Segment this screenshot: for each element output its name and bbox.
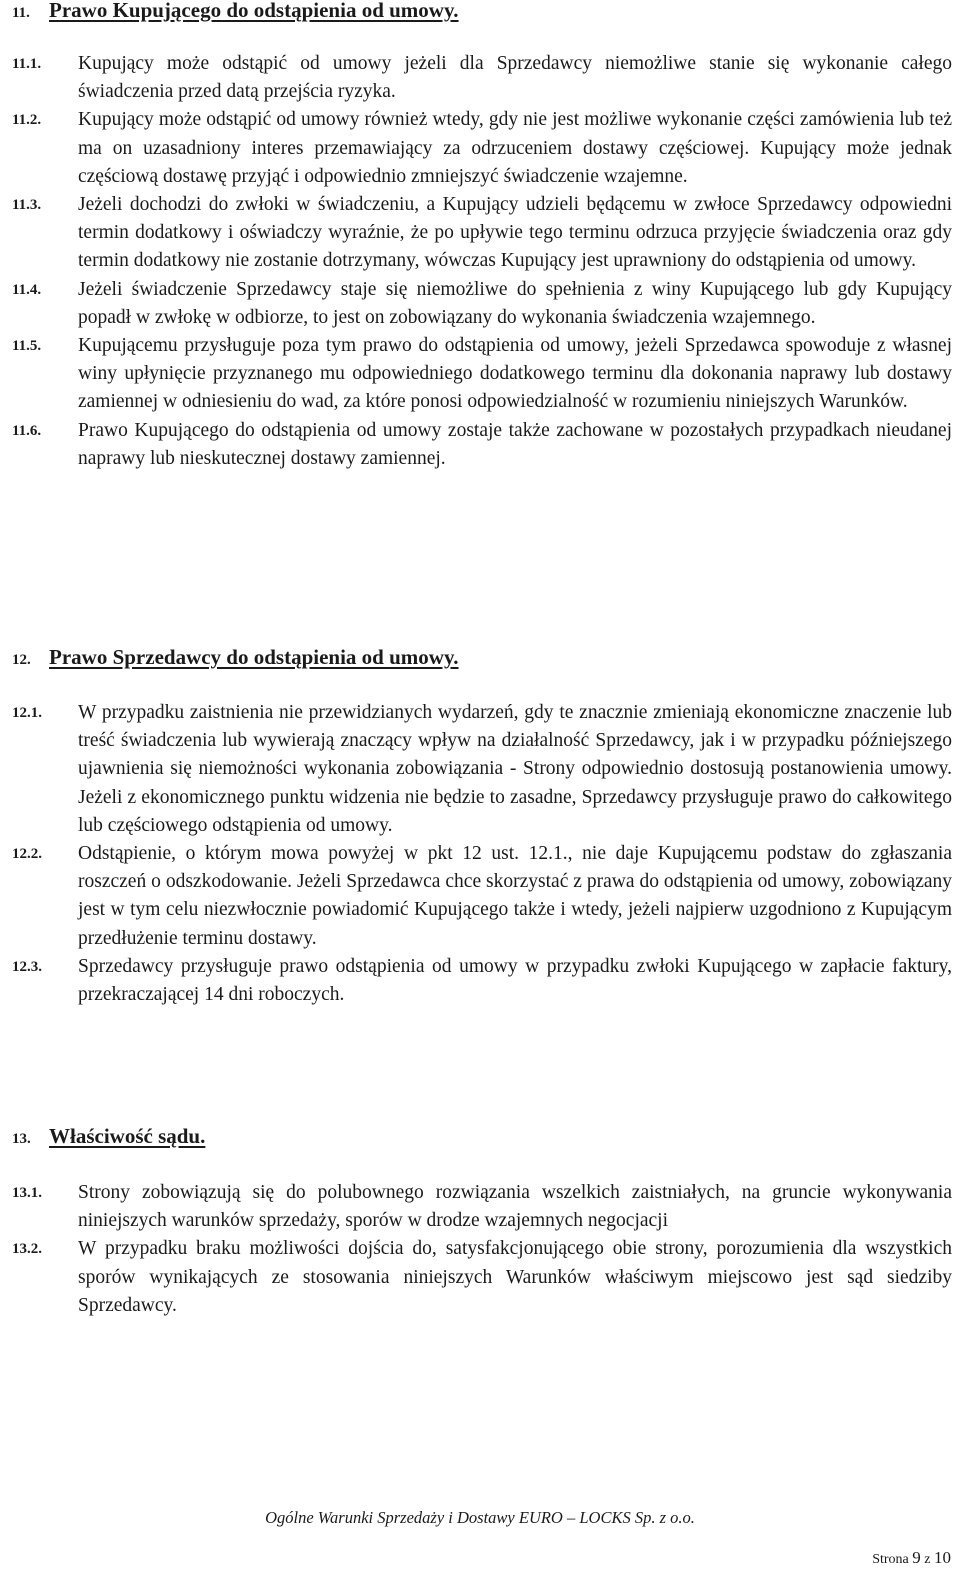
page-current: 9 (912, 1548, 921, 1567)
section-13 (12, 1124, 952, 1320)
clause (12, 417, 952, 473)
clause (12, 276, 952, 332)
section-title: Prawo Kupującego do odstąpienia od umowy. (49, 0, 459, 22)
section-heading (12, 0, 952, 26)
clause-text: Jeżeli dochodzi do zwłoki w świadczeniu, a Kupujący udzieli będącemu w zwłoce Sprzedawcy odpowiedni termin dodatkowy i oświadczy wyraźnie, że po upływie tego terminu odrzuca przyjęcie świadczenia oraz gdy termin dodatkowy nie zostanie dotrzymany, wówczas Kupujący jest uprawniony do odstąpienia od umowy. (78, 194, 952, 272)
clause (12, 106, 952, 191)
clause-number: 13.1. (12, 1185, 42, 1201)
clause-text: Kupujący może odstąpić od umowy jeżeli dla Sprzedawcy niemożliwe stanie się wykonanie całego świadczenia przed datą przejścia ryzyka. (78, 53, 952, 103)
clause-number: 12.1. (12, 705, 42, 721)
section-number: 11. (12, 5, 30, 21)
section-title: Prawo Sprzedawcy do odstąpienia od umowy. (49, 645, 459, 669)
page-label: Strona (872, 1552, 909, 1567)
clause-text: W przypadku braku możliwości dojścia do, satysfakcjonującego obie strony, porozumienia dla wszystkich sporów wynikających ze stosowania niniejszych Warunków właściwym miejscowo jest sąd siedziby Sprzedawcy. (78, 1238, 952, 1316)
clause-number: 11.5. (12, 338, 42, 355)
section-heading (12, 1124, 952, 1152)
clause-text: Odstąpienie, o którym mowa powyżej w pkt 12 ust. 12.1., nie daje Kupującemu podstaw do zgłaszania roszczeń o odszkodowanie. Jeżeli Sprzedawca chce skorzystać z prawa do odstąpienia od umowy, zobowiązany jest w tym celu niezwłocznie powiadomić Kupującego także i wtedy, jeżeli najpierw uzgodniono z Kupującym przedłużenie terminu dostawy. (78, 843, 952, 949)
page-separator: z (924, 1552, 931, 1567)
clause-text: Strony zobowiązują się do polubownego rozwiązania wszelkich zaistniałych, na gruncie wykonywania niniejszych warunków sprzedaży, sporów w drodze wzajemnych negocjacji (78, 1182, 952, 1232)
clause-number: 11.1. (12, 56, 42, 72)
clause-number: 11.2. (12, 112, 42, 129)
clause-text: Prawo Kupującego do odstąpienia od umowy zostaje także zachowane w pozostałych przypadkach nieudanej naprawy lub nieskutecznej dostawy zamiennej. (78, 419, 952, 469)
clause-number: 11.4. (12, 281, 42, 298)
clause-text: W przypadku zaistnienia nie przewidzianych wydarzeń, gdy te znacznie zmieniają ekonomiczne znaczenie lub treść świadczenia lub wywierają znaczący wpływ na działalność Sprzedawcy, jak i w przypadku późniejszego ujawnienia się niemożności wykonania zobowiązania - Strony odpowiednio dostosują postanowienia umowy. Jeżeli z ekonomicznego punktu widzenia nie będzie to zasadne, Sprzedawcy przysługuje prawo do całkowitego lub częściowego odstąpienia od umowy. (78, 702, 952, 836)
section-12 (12, 645, 952, 1009)
clause-number: 13.2. (12, 1241, 42, 1258)
clause-text: Kupujący może odstąpić od umowy również wtedy, gdy nie jest możliwe wykonanie części zamówienia lub też ma on uzasadniony interes przemawiający za odrzuceniem dostawy częściowej. Kupujący może jednak częściową dostawę przyjąć i odpowiednio zmniejszyć świadczenie wzajemne. (78, 109, 952, 187)
clause-number: 11.6. (12, 422, 42, 439)
clause-text: Sprzedawcy przysługuje prawo odstąpienia od umowy w przypadku zwłoki Kupującego w zapłacie faktury, przekraczającej 14 dni roboczych. (78, 955, 952, 1006)
page-indicator (872, 1548, 951, 1568)
clause-text: Kupującemu przysługuje poza tym prawo do odstąpienia od umowy, jeżeli Sprzedawca spowoduje z własnej winy upłynięcie przyznanego mu odpowiedniego dodatkowego terminu dla dokonania naprawy lub dostawy zamiennej w odniesieniu do wad, za które ponosi odpowiedzialność w rozumieniu niniejszych Warunków. (78, 335, 952, 413)
clause-number: 11.3. (12, 197, 42, 214)
section-heading (12, 645, 952, 673)
clause (12, 699, 952, 840)
section-title: Właściwość sądu. (49, 1124, 206, 1148)
section-11 (12, 0, 952, 473)
clause (12, 1235, 952, 1320)
clause (12, 1179, 952, 1235)
section-number: 13. (12, 1131, 31, 1147)
clause-text: Jeżeli świadczenie Sprzedawcy staje się niemożliwe do spełnienia z winy Kupującego lub gdy Kupujący popadł w zwłokę w odbiorze, to jest on zobowiązany do wykonania świadczenia wzajemnego. (78, 278, 952, 328)
clause (12, 332, 952, 417)
page-total: 10 (934, 1548, 951, 1567)
clause (12, 953, 952, 1009)
clause (12, 50, 952, 106)
clause (12, 191, 952, 276)
clause (12, 840, 952, 953)
section-number: 12. (12, 652, 31, 668)
clause-number: 12.2. (12, 846, 42, 863)
footer-document-title: Ogólne Warunki Sprzedaży i Dostawy EURO – LOCKS Sp. z o.o. (265, 1508, 695, 1527)
clause-number: 12.3. (12, 958, 42, 975)
